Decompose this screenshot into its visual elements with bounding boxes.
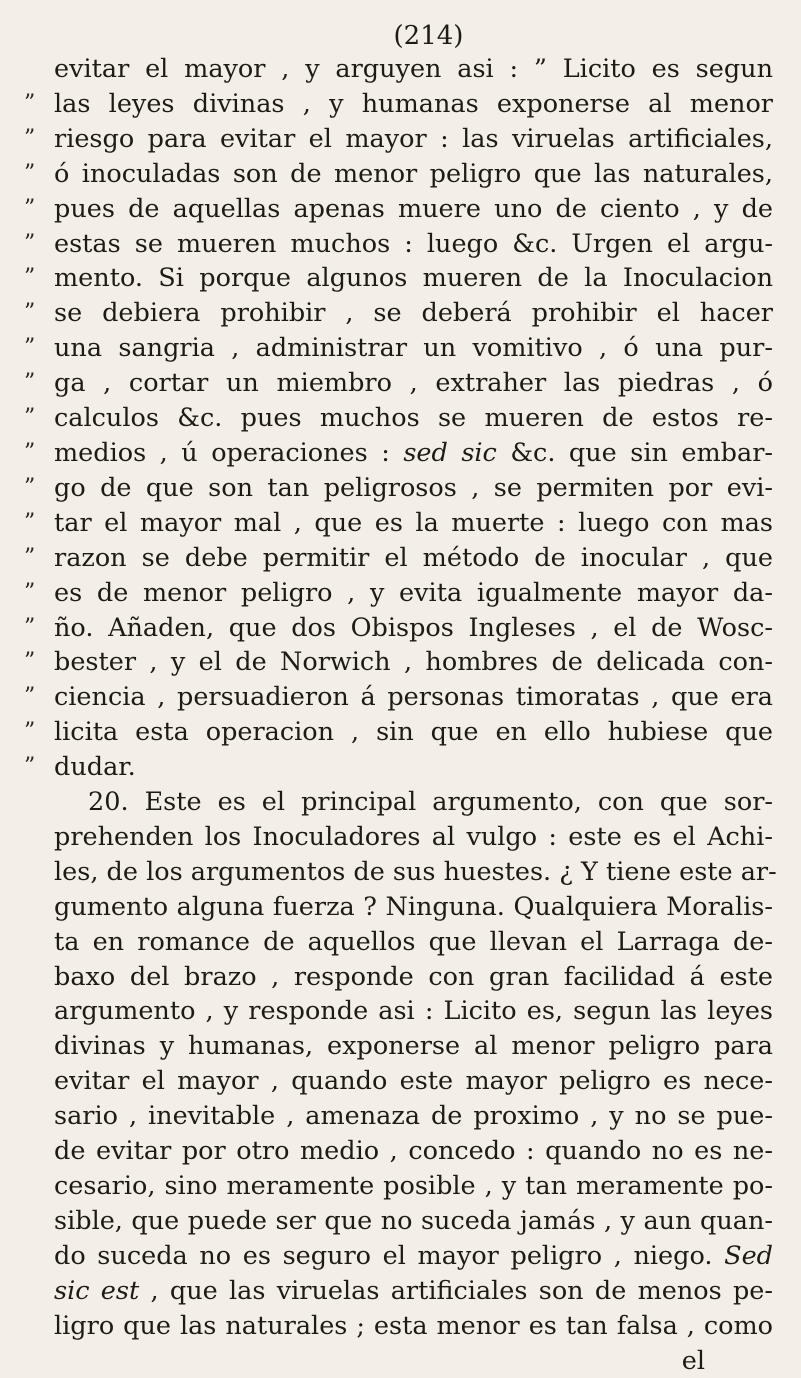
text-line: ” calculos &c. pues muchos se mueren de estos re- [54,401,773,436]
text-line: ” estas se mueren muchos : luego &c. Urgen el argu- [54,227,773,262]
text-line: argumento , y responde asi : Licito es, segun las leyes [54,996,773,1027]
text-line: gumento alguna fuerza ? Ninguna. Qualquiera Moralis- [54,891,773,922]
text-line: ” bester , y el de Norwich , hombres de delicada con- [54,645,773,680]
text-segment: medios , ú operaciones : [54,437,390,468]
text-line: 20. Este es el principal argumento, con que sor- [88,787,773,818]
text-line: ” las leyes divinas , y humanas exponerse al menor [54,87,773,122]
text-line: cesario, sino meramente posible , y tan meramente po- [54,1171,773,1201]
text-line: ta en romance de aquellos que llevan el Larraga de- [54,926,773,957]
text-line-with-italic [54,1239,773,1274]
text-line: sible, que puede ser que no suceda jamás , y aun quan- [54,1205,773,1236]
text-line: ” es de menor peligro , y evita igualmente mayor da- [54,576,773,611]
text-line: divinas y humanas, exponerse al menor peligro para [54,1031,773,1062]
text-segment: do suceda no es seguro el mayor peligro , niego. [54,1240,713,1271]
text-line: ” mento. Si porque algunos mueren de la Inoculacion [54,261,773,296]
text-segment: &c. que sin embar- [510,437,774,468]
quoted-passage [54,52,773,785]
text-segment: , que las viruelas artificiales son de menos pe- [150,1275,773,1306]
text-line: ligro que las naturales ; esta menor es tan falsa , como [54,1310,773,1341]
text-line: ” se debiera prohibir , se deberá prohibir el hacer [54,296,773,331]
paragraph-20 [54,785,777,1378]
text-line: ” tar el mayor mal , que es la muerte : luego con mas [54,506,773,541]
text-line: ” ga , cortar un miembro , extraher las piedras , ó [54,366,773,401]
text-line-with-italic [54,436,773,471]
text-line: ” riesgo para evitar el mayor : las viruelas artificiales, [54,122,773,157]
text-line-with-italic [54,1274,773,1309]
text-line: baxo del brazo , responde con gran facilidad á este [54,961,773,992]
text-line: ” ó inoculadas son de menor peligro que las naturales, [54,157,773,192]
italic-phrase: sed sic [403,437,497,468]
text-line: ” go de que son tan peligrosos , se permiten por evi- [54,471,773,506]
text-line: ” dudar. [54,750,773,785]
text-line: sario , inevitable , amenaza de proximo , y no se pue- [54,1101,773,1132]
text-line: ” una sangria , administrar un vomitivo , ó una pur- [54,331,773,366]
text-line: ” razon se debe permitir el método de inocular , que [54,541,773,576]
text-line: ” licita esta operacion , sin que en ello hubiese que [54,715,773,750]
text-line: ” pues de aquellas apenas muere uno de ciento , y de [54,192,773,227]
text-line: evitar el mayor , quando este mayor peligro es nece- [54,1066,773,1097]
text-line: evitar el mayor , y arguyen asi : ” Licito es segun [54,54,773,84]
text-line: les, de los argumentos de sus huestes. ¿ Y tiene este ar- [54,856,777,887]
text-line: prehenden los Inoculadores al vulgo : este es el Achi- [54,821,773,852]
page-number: (214) [393,21,464,51]
italic-phrase: sic est [54,1275,140,1306]
catchword: el [681,1345,705,1376]
text-line: ” ciencia , persuadieron á personas timoratas , que era [54,680,773,715]
text-line: de evitar por otro medio , concedo : quando no es ne- [54,1136,773,1167]
text-line: ” ño. Añaden, que dos Obispos Ingleses , el de Wosc- [54,611,773,646]
italic-word: Sed [724,1240,773,1271]
